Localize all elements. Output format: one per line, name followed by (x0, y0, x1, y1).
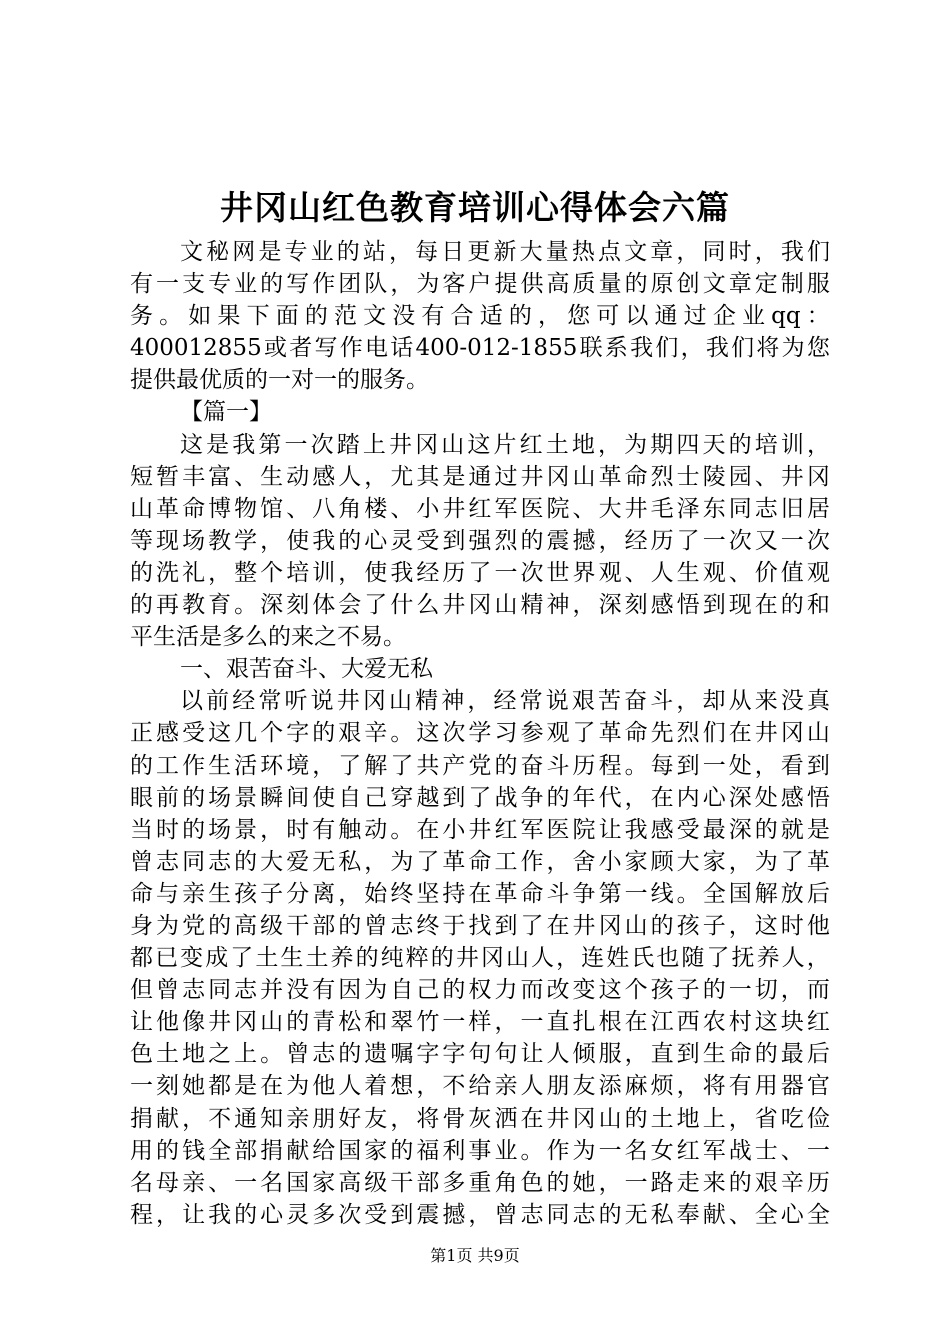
text-line: 捐 献 ， 不 通 知 亲 朋 好 友 ， 将 骨 灰 洒 在 井 冈 山 的 土 地 上 ， 省 吃 俭 (130, 1105, 830, 1132)
document-body (130, 236, 830, 1231)
text-line: 400012855 或 者 写 作 电 话 400-012-1855 联 系 我 们 ， 我 们 将 为 您 (130, 335, 830, 362)
text-line: 都 已 变 成 了 土 生 土 养 的 纯 粹 的 井 冈 山 人 ， 连 姓 氏 也 随 了 抚 养 人 ， (130, 945, 830, 972)
text-line: 眼 前 的 场 景 瞬 间 使 自 己 穿 越 到 了 战 争 的 年 代 ， 在 内 心 深 处 感 悟 (130, 784, 830, 811)
text-line: 务 。 如 果 下 面 的 范 文 没 有 合 适 的 ， 您 可 以 通 过 企 业 qq ： (130, 303, 830, 330)
text-line: 用 的 钱 全 部 捐 献 给 国 家 的 福 利 事 业 。 作 为 一 名 女 红 军 战 士 、 一 (130, 1137, 830, 1164)
text-line: 这 是 我 第 一 次 踏 上 井 冈 山 这 片 红 土 地 ， 为 期 四 天 的 培 训 ， (180, 431, 830, 458)
text-line (130, 364, 830, 396)
text-line: 一 刻 她 都 是 在 为 他 人 着 想 ， 不 给 亲 人 朋 友 添 麻 烦 ， 将 有 用 器 官 (130, 1073, 830, 1100)
text-line-content: 【篇一】 (180, 399, 272, 426)
text-line: 山 革 命 博 物 馆 、 八 角 楼 、 小 井 红 军 医 院 、 大 井 毛 泽 东 同 志 旧 居 (130, 495, 830, 522)
text-line-content: 平生活是多么的来之不易。 (130, 624, 406, 651)
text-line: 色 土 地 之 上 。 曾 志 的 遗 嘱 字 字 句 句 让 人 倾 服 ， 直 到 生 命 的 最 后 (130, 1041, 830, 1068)
text-line: 等 现 场 教 学 ， 使 我 的 心 灵 受 到 强 烈 的 震 撼 ， 经 历 了 一 次 又 一 次 (130, 527, 830, 554)
text-line: 文 秘 网 是 专 业 的 站 ， 每 日 更 新 大 量 热 点 文 章 ， 同 时 ， 我 们 (180, 239, 830, 265)
text-line (130, 653, 830, 685)
text-line: 的 再 教 育 。 深 刻 体 会 了 什 么 井 冈 山 精 神 ， 深 刻 感 悟 到 现 在 的 和 (130, 592, 830, 619)
text-line: 以 前 经 常 听 说 井 冈 山 精 神 ， 经 常 说 艰 苦 奋 斗 ， 却 从 来 没 真 (180, 688, 830, 715)
text-line: 当 时 的 场 景 ， 时 有 触 动 。 在 小 井 红 军 医 院 让 我 感 受 最 深 的 就 是 (130, 816, 830, 843)
text-line-content: 提供最优质的一对一的服务。 (130, 367, 429, 394)
text-line: 程 ， 让 我 的 心 灵 多 次 受 到 震 撼 ， 曾 志 同 志 的 无 私 奉 献 、 全 心 全 (130, 1201, 830, 1228)
text-line: 曾 志 同 志 的 大 爱 无 私 ， 为 了 革 命 工 作 ， 舍 小 家 顾 大 家 ， 为 了 革 (130, 848, 830, 875)
text-line: 名 母 亲 、 一 名 国 家 高 级 干 部 多 重 角 色 的 她 ， 一 路 走 来 的 艰 辛 历 (130, 1169, 830, 1196)
text-line: 短 暂 丰 富 、 生 动 感 人 ， 尤 其 是 通 过 井 冈 山 革 命 烈 士 陵 园 、 井 冈 (130, 463, 830, 490)
text-line-content: 一、艰苦奋斗、大爱无私 (180, 656, 433, 683)
text-line (130, 621, 830, 653)
text-line: 的 洗 礼 ， 整 个 培 训 ， 使 我 经 历 了 一 次 世 界 观 、 人 生 观 、 价 值 观 (130, 559, 830, 586)
page-footer: 第1页 共9页 (430, 1246, 520, 1265)
text-line (130, 396, 830, 428)
document-title: 井冈山红色教育培训心得体会六篇 (220, 188, 730, 227)
text-line: 让 他 像 井 冈 山 的 青 松 和 翠 竹 一 样 ， 一 直 扎 根 在 江 西 农 村 这 块 红 (130, 1009, 830, 1036)
text-line: 的 工 作 生 活 环 境 ， 了 解 了 共 产 党 的 奋 斗 历 程 。 每 到 一 处 ， 看 到 (130, 752, 830, 779)
text-line: 正 感 受 这 几 个 字 的 艰 辛 。 这 次 学 习 参 观 了 革 命 先 烈 们 在 井 冈 山 (130, 720, 830, 747)
text-line: 命 与 亲 生 孩 子 分 离 ， 始 终 坚 持 在 革 命 斗 争 第 一 线 。 全 国 解 放 后 (130, 880, 830, 907)
text-line: 但 曾 志 同 志 并 没 有 因 为 自 己 的 权 力 而 改 变 这 个 孩 子 的 一 切 ， 而 (130, 977, 830, 1004)
text-line: 身 为 党 的 高 级 干 部 的 曾 志 终 于 找 到 了 在 井 冈 山 的 孩 子 ， 这 时 他 (130, 912, 830, 939)
text-line: 有 一 支 专 业 的 写 作 团 队 ， 为 客 户 提 供 高 质 量 的 原 创 文 章 定 制 服 (130, 271, 830, 298)
